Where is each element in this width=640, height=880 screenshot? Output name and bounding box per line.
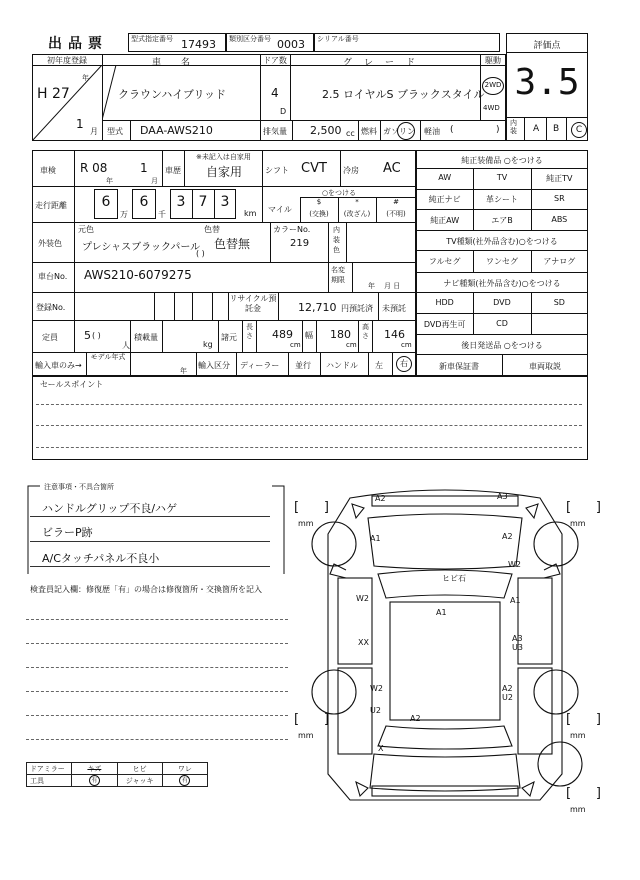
import-label: 輸入車のみ→ (35, 361, 82, 370)
car-name-label: 車名 (151, 58, 210, 68)
note-line-2: ビラーP跡 (42, 526, 93, 539)
history-value: 自家用 (206, 165, 243, 179)
doors-suffix: D (280, 107, 287, 116)
note-line-3: A/Cタッチパネル不良小 (42, 552, 160, 565)
chassis-label: 車台No. (38, 272, 68, 281)
exchange-label: (交換) (309, 210, 329, 218)
exchange-symbol: $ (316, 198, 322, 206)
height-unit: cm (401, 341, 412, 349)
tv-item-1: フルセグ (428, 257, 461, 266)
width-unit: cm (346, 341, 357, 349)
nav-item-4: DVD再生可 (423, 319, 466, 329)
tamper-symbol: * (355, 198, 359, 206)
name-change-day: 月 日 (384, 282, 401, 290)
first-reg-year-unit: 年 (82, 74, 89, 82)
model-approval-value: 17493 (181, 38, 216, 51)
history-label: 車歴 (165, 166, 181, 175)
note-line-1: ハンドルグリップ不良/ハゲ (42, 502, 178, 515)
fuel-gasoline: ガソリン (383, 127, 415, 136)
equipment-item-9: ABS (551, 214, 568, 224)
mirror-broken: ワレ (162, 763, 207, 775)
mileage-unit-sen: 千 (158, 210, 166, 219)
drive-4wd: 4WD (483, 104, 500, 112)
mileage-mark-note: ○をつける (321, 189, 357, 197)
drive-label: 駆動 (485, 56, 501, 65)
category-value: 0003 (277, 38, 305, 51)
displacement-label: 排気量 (263, 127, 287, 136)
dmg-left-front-door-w2: W2 (356, 594, 369, 603)
dmg-roof-a1: A1 (436, 608, 447, 617)
later-ship-title: 後日発送品 ○をつける (461, 341, 543, 350)
length-value: 489 (272, 328, 293, 341)
tv-type-title: TV種類(社外品含む)○をつける (446, 237, 558, 246)
page-title: 出品票 (48, 36, 108, 52)
model-approval-label: 型式指定番号 (131, 35, 173, 43)
doors-label: ドア数 (263, 56, 287, 65)
fuel-label: 燃料 (361, 127, 377, 136)
tamper-label: (改ざん) (343, 210, 371, 218)
later-warranty: 新車保証書 (439, 362, 479, 371)
car-damage-diagram (290, 474, 600, 814)
mirror-crack: ヒビ (117, 763, 162, 775)
nav-item-1: HDD (435, 297, 454, 307)
dmg-front-bumper-a3: A3 (497, 492, 508, 501)
equipment-item-5: 革シート (485, 194, 518, 204)
tool-label: 工具 (27, 775, 72, 787)
handle-right-circled: 右 (396, 356, 412, 372)
jack-value-cell (162, 775, 207, 787)
interior-label: 内装 (510, 119, 517, 135)
history-note: ※未記入は自家用 (196, 153, 251, 161)
import-parallel: 並行 (295, 361, 311, 370)
equipment-item-6: SR (554, 193, 565, 203)
height-label: 高さ (362, 323, 369, 340)
first-reg-month: 1 (76, 117, 84, 131)
grade-label: グレード (342, 58, 427, 68)
mileage-digit-3: 3 (176, 194, 186, 210)
mirror-scratch: キズ (87, 764, 102, 773)
tire-mm-rl: mm (298, 731, 314, 740)
inspection-month-unit: 月 (151, 177, 158, 185)
length-label: 長さ (246, 323, 253, 340)
tire-bracket-rr: [ ] (566, 712, 601, 727)
tire-mm-fr: mm (570, 519, 586, 528)
interior-a: A (533, 124, 540, 134)
model-approval-box (128, 33, 226, 52)
capacity-unit: 人 (122, 341, 130, 350)
doors-value: 4 (271, 86, 279, 100)
notes-title: 注意事項・不具合箇所 (44, 483, 114, 491)
tire-bracket-rl: [ ] (294, 712, 329, 727)
color-paren: ( ) (196, 249, 205, 258)
capacity-paren: ( ) (92, 331, 101, 340)
inspector-label: 検査員記入欄：修復歴「有」の場合は修復箇所・交換箇所を記入 (30, 585, 262, 594)
tire-bracket-fr: [ ] (566, 500, 601, 515)
color-change-value: 色替無 (214, 237, 251, 251)
unknown-label: (不明) (386, 210, 406, 218)
length-unit: cm (290, 341, 301, 349)
load-label: 積載量 (134, 333, 158, 342)
sales-point-label: セールスポイント (40, 380, 104, 389)
displacement-unit: cc (346, 129, 355, 138)
dmg-front-bumper-a2: A2 (375, 494, 386, 503)
tire-mm-rr: mm (570, 731, 586, 740)
inspection-month: 1 (140, 161, 148, 175)
drive-2wd-circled: 2WD (482, 77, 504, 95)
interior-color-label: 内装色 (333, 226, 340, 254)
tire-mm-fl: mm (298, 519, 314, 528)
capacity-value: 5 (84, 329, 91, 342)
import-type-label: 輸入区分 (198, 361, 230, 370)
first-reg-label: 初年度登録 (47, 56, 87, 65)
score-label: 評価点 (533, 41, 561, 51)
inspection-year-unit: 年 (106, 177, 113, 185)
recycle-value: 12,710 (298, 301, 337, 314)
cooling-label: 冷房 (343, 166, 359, 175)
dmg-right-front-w2: W2 (508, 560, 521, 569)
chassis-value: AWS210-6079275 (84, 268, 192, 282)
mirror-scratch-cell (72, 763, 117, 775)
color-no-value: 219 (290, 238, 310, 249)
tool-value: 有 (89, 775, 100, 786)
equipment-item-1: AW (438, 173, 452, 183)
mileage-unit-man: 万 (120, 210, 128, 219)
category-label: 類別区分番号 (229, 35, 271, 43)
inspection-value: R 08 (80, 161, 108, 175)
recycle-label: リサイクル預託金 (229, 294, 277, 313)
nav-item-2: DVD (493, 297, 511, 307)
width-value: 180 (330, 328, 351, 341)
import-dealer: ディーラー (240, 361, 280, 370)
score-value: 3.5 (514, 62, 580, 103)
recycle-unit: 円預託済 (341, 304, 373, 313)
dmg-windshield-chip: ヒビ石 (442, 574, 466, 583)
width-label: 幅 (305, 331, 313, 340)
dims-label: 諸元 (221, 333, 237, 342)
handle-left: 左 (375, 361, 383, 370)
serial-label: シリアル番号 (317, 35, 359, 43)
door-mirror-label: ドアミラー (27, 763, 72, 775)
model-code-value: DAA-AWS210 (140, 124, 213, 137)
mileage-unit: km (244, 209, 257, 218)
equipment-title: 純正装備品 ○をつける (461, 156, 543, 165)
orig-color-label: 元色 (78, 225, 94, 234)
tire-bracket-spare: [ ] (566, 786, 601, 801)
handle-label: ハンドル (326, 361, 358, 370)
fuel-gasoline-circle (397, 122, 415, 140)
dmg-right-rear-u2: U2 (502, 693, 513, 702)
jack-value: 有 (179, 775, 190, 786)
capacity-label: 定員 (42, 333, 58, 342)
model-year-label: モデル年式 (90, 353, 126, 361)
first-reg-era: H 27 (37, 86, 70, 102)
inspection-label: 車検 (40, 166, 56, 175)
equipment-item-3: 純正TV (546, 174, 573, 184)
dmg-front-left-a1: A1 (370, 534, 381, 543)
tire-mm-spare: mm (570, 805, 586, 814)
recycle-unpaid: 未預託 (382, 304, 406, 313)
dmg-front-right-a2: A2 (502, 532, 513, 541)
mileage-label: 走行距離 (35, 201, 67, 210)
nav-item-5: CD (496, 318, 508, 328)
registration-label: 登録No. (36, 303, 66, 312)
interior-b: B (553, 124, 560, 134)
mileage-digit-2: 6 (139, 194, 149, 210)
model-year-unit: 年 (180, 367, 187, 375)
tv-item-2: ワンセグ (485, 257, 518, 266)
mile-label: マイル (268, 205, 292, 214)
first-reg-month-unit: 月 (90, 127, 98, 136)
name-change-label: 名変期限 (331, 266, 345, 284)
unknown-symbol: # (393, 198, 399, 206)
cooling-value: AC (383, 161, 401, 176)
equipment-item-8: エアB (491, 215, 513, 225)
dmg-trunk-a2: A2 (410, 714, 421, 723)
dmg-right-rear-door-a3: A3 (512, 634, 523, 643)
serial-box (314, 33, 500, 52)
height-value: 146 (384, 328, 405, 341)
nav-item-3: SD (553, 297, 565, 307)
shift-value: CVT (301, 161, 327, 176)
mileage-digit-1: 6 (101, 194, 111, 210)
model-code-label: 型式 (107, 127, 123, 136)
load-unit: kg (203, 340, 213, 349)
tool-value-cell (72, 775, 117, 787)
car-name: クラウンハイブリッド (118, 88, 227, 101)
dmg-right-rear-a2: A2 (502, 684, 513, 693)
jack-label: ジャッキ (117, 775, 162, 787)
color-change-label: 色替 (204, 225, 220, 234)
mileage-digit-5: 3 (220, 194, 230, 210)
tire-bracket-fl: [ ] (294, 500, 329, 515)
dmg-left-rear-u2: U2 (370, 706, 381, 715)
dmg-left-rear-door-xx: XX (358, 638, 369, 647)
mileage-digit-4: 7 (198, 194, 208, 210)
displacement-value: 2,500 (310, 124, 342, 137)
equipment-item-7: 純正AW (430, 215, 460, 225)
equipment-item-4: 純正ナビ (428, 194, 461, 204)
category-box (226, 33, 314, 52)
dmg-rear-bumper-x: X (378, 744, 384, 753)
color-no-label: カラーNo. (273, 225, 311, 234)
orig-color-value: プレシャスブラックパール (82, 242, 201, 253)
dmg-right-front-door-a1: A1 (510, 596, 521, 605)
equipment-item-2: TV (496, 173, 508, 183)
interior-c-circled: C (571, 122, 587, 138)
mirror-tool-table (26, 762, 208, 787)
dmg-right-rear-door-u3: U3 (512, 643, 523, 652)
shift-label: シフト (265, 166, 289, 175)
nav-type-title: ナビ種類(社外品含む)○をつける (443, 279, 561, 288)
grade-value: 2.5 ロイヤルS ブラックスタイル (322, 88, 485, 101)
name-change-year: 年 (368, 282, 375, 290)
dmg-left-rear-w2: W2 (370, 684, 383, 693)
tv-item-3: アナログ (543, 257, 576, 266)
later-manual: 車両取説 (529, 362, 561, 371)
fuel-diesel: 軽油 (424, 127, 440, 136)
exterior-color-label: 外装色 (38, 239, 62, 248)
